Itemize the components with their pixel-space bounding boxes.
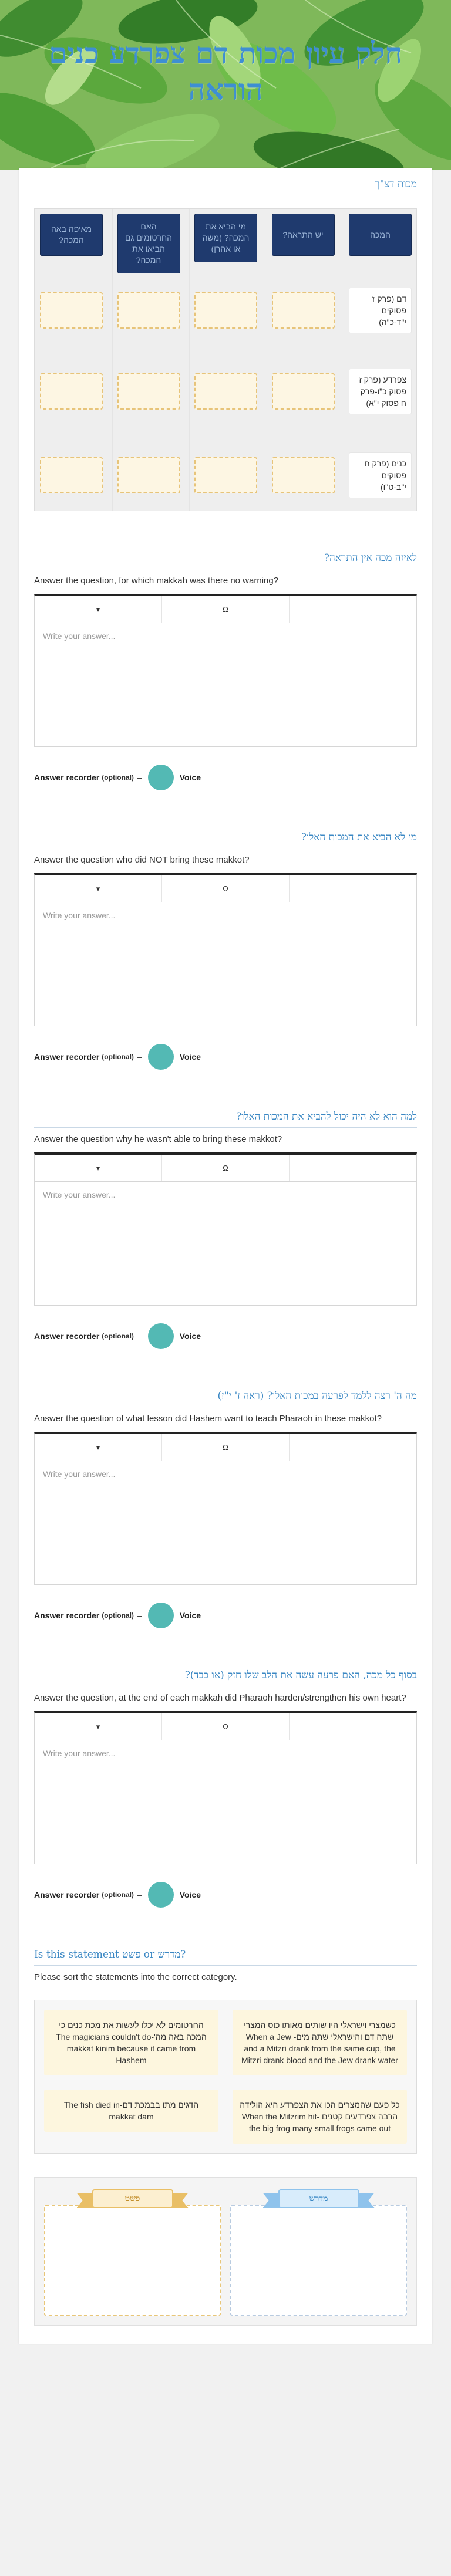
sort-prompt: Please sort the statements into the correct category. (34, 1972, 237, 1982)
recorder-optional: (optional) (102, 773, 134, 782)
omega-icon[interactable]: Ω (162, 1434, 290, 1461)
question-prompt: Answer the question, at the end of each makkah did Pharaoh harden/strengthen his own heart? (34, 1693, 406, 1703)
editor-toolbar (35, 1713, 416, 1740)
category-drop-midrash[interactable] (230, 2193, 407, 2316)
drop-zone[interactable] (194, 457, 257, 493)
statement-card[interactable]: כשמצרי וישראלי היו שותים מאותו כוס המצרי שתה דם והישראלי שתה מים- When a Jew and a Mitzri drank from the same cup, the Mitzri drank blood and the Jew drank water (233, 2010, 407, 2075)
sort-block (34, 1943, 417, 2326)
answer-input[interactable]: Write your answer... (43, 631, 116, 641)
answer-recorder (34, 765, 417, 790)
recorder-label: Answer recorder (34, 1890, 100, 1899)
category-label: פשט (124, 2193, 140, 2203)
answer-editor (34, 1152, 417, 1306)
answer-recorder (34, 1323, 417, 1349)
chevron-down-icon[interactable]: ▾ (35, 1434, 162, 1461)
question-prompt: Answer the question of what lesson did Hashem want to teach Pharaoh in these makkot? (34, 1414, 382, 1424)
recorder-optional: (optional) (102, 1891, 134, 1899)
microphone-icon[interactable] (148, 1882, 174, 1908)
voice-label: Voice (179, 1052, 201, 1061)
toolbar-blank (290, 875, 416, 902)
microphone-icon[interactable] (148, 1323, 174, 1349)
editor-toolbar (35, 1434, 416, 1461)
recorder-dash: – (137, 773, 142, 782)
drop-zone[interactable] (117, 292, 180, 329)
question-title: מה ה' רצה ללמד לפרעה במכות האלו? (ראה ז' י"ז) (34, 1384, 417, 1407)
drop-zone[interactable] (194, 292, 257, 329)
row-label-kinim[interactable]: כנים (פרק ח פסוקים י"ב-ט"ו) (349, 452, 412, 498)
answer-editor (34, 873, 417, 1026)
question-prompt: Answer the question, for which makkah was there no warning? (34, 576, 279, 586)
question-block-2 (34, 826, 417, 1070)
drop-zone[interactable] (40, 292, 103, 329)
worksheet (19, 168, 432, 2344)
answer-input[interactable]: Write your answer... (43, 1749, 116, 1758)
column-header: האם החרטומים גם הביאו את המכה? (117, 214, 180, 273)
column-header: מאיפה באה המכה? (40, 214, 103, 256)
answer-editor (34, 594, 417, 747)
voice-label: Voice (179, 1331, 201, 1341)
question-title: למה הוא לא היה יכול להביא את המכות האלו? (34, 1105, 417, 1128)
makkot-table (34, 208, 417, 511)
recorder-optional: (optional) (102, 1053, 134, 1061)
recorder-dash: – (137, 1052, 142, 1061)
toolbar-blank (290, 1713, 416, 1740)
omega-icon[interactable]: Ω (162, 1155, 290, 1181)
answer-recorder (34, 1044, 417, 1070)
question-block-1 (34, 546, 417, 790)
answer-recorder (34, 1603, 417, 1628)
drop-zone[interactable] (272, 292, 335, 329)
drop-zone[interactable] (272, 373, 335, 410)
answer-input[interactable]: Write your answer... (43, 911, 116, 920)
answer-input[interactable]: Write your answer... (43, 1469, 116, 1479)
question-title: לאיזה מכה אין התראה? (34, 546, 417, 569)
statement-card[interactable]: כל פעם שהמצרים הכו את הצפרדע היא הולידה הרבה צפרדעים קטנים -When the Mitzrim hit the big frog many small frogs came out (233, 2090, 407, 2144)
chevron-down-icon[interactable]: ▾ (35, 596, 162, 623)
answer-editor (34, 1432, 417, 1585)
question-block-4 (34, 1384, 417, 1628)
microphone-icon[interactable] (148, 1044, 174, 1070)
recorder-dash: – (137, 1331, 142, 1341)
row-label-dam[interactable]: דם (פרק ז פסוקים י"ד-כ"ה) (349, 288, 412, 333)
editor-toolbar (35, 596, 416, 623)
header-banner (0, 0, 451, 170)
answer-input[interactable]: Write your answer... (43, 1190, 116, 1199)
answer-editor (34, 1711, 417, 1864)
row-label-tzfardea[interactable]: צפרדע (פרק ז פסוק כ"ו-פרק ח פסוק י"א) (349, 369, 412, 414)
question-block-5 (34, 1664, 417, 1908)
drop-zone[interactable] (272, 457, 335, 493)
drop-zone[interactable] (40, 457, 103, 493)
voice-label: Voice (179, 1890, 201, 1899)
toolbar-blank (290, 1434, 416, 1461)
drop-zone[interactable] (117, 373, 180, 410)
sort-title: Is this statement פשט or מדרש? (34, 1943, 417, 1966)
omega-icon[interactable]: Ω (162, 1713, 290, 1740)
question-title: מי לא הביא את המכות האלו? (34, 826, 417, 848)
category-label: מדרש (309, 2193, 328, 2203)
omega-icon[interactable]: Ω (162, 875, 290, 902)
editor-toolbar (35, 1155, 416, 1182)
category-drop-pshat[interactable] (44, 2193, 221, 2316)
recorder-optional: (optional) (102, 1611, 134, 1620)
section-title-table: מכות דצ"ך (34, 168, 417, 195)
microphone-icon[interactable] (148, 1603, 174, 1628)
recorder-optional: (optional) (102, 1332, 134, 1340)
category-area (34, 2177, 417, 2326)
question-title: בסוף כל מכה, האם פרעה עשה את הלב שלו חזק (או כבד)? (34, 1664, 417, 1686)
column-header: מי הביא את המכה? (משה או אהרן) (194, 214, 257, 262)
voice-label: Voice (179, 773, 201, 782)
drop-zone[interactable] (194, 373, 257, 410)
question-prompt: Answer the question who did NOT bring these makkot? (34, 855, 250, 865)
column-header: המכה (349, 214, 412, 256)
chevron-down-icon[interactable]: ▾ (35, 1155, 162, 1181)
voice-label: Voice (179, 1611, 201, 1620)
chevron-down-icon[interactable]: ▾ (35, 1713, 162, 1740)
recorder-dash: – (137, 1890, 142, 1899)
question-prompt: Answer the question why he wasn't able to bring these makkot? (34, 1134, 282, 1144)
editor-toolbar (35, 875, 416, 902)
category-ribbon (77, 2186, 189, 2212)
toolbar-blank (290, 1155, 416, 1181)
column-header: יש התראה? (272, 214, 335, 256)
category-ribbon (263, 2186, 375, 2212)
recorder-label: Answer recorder (34, 1052, 100, 1061)
drop-zone[interactable] (40, 373, 103, 410)
chevron-down-icon[interactable]: ▾ (35, 875, 162, 902)
statement-pool (34, 2000, 417, 2154)
answer-recorder (34, 1882, 417, 1908)
recorder-label: Answer recorder (34, 773, 100, 782)
microphone-icon[interactable] (148, 765, 174, 790)
recorder-dash: – (137, 1611, 142, 1620)
statement-card[interactable]: החרטומים לא יכלו לעשות את מכת כנים כי המכה באה מה'-The magicians couldn't do makkat kinim because it came from Hashem (44, 2010, 218, 2075)
omega-icon[interactable]: Ω (162, 596, 290, 623)
recorder-label: Answer recorder (34, 1331, 100, 1341)
statement-card[interactable]: הדגים מתו בבמכת דם-The fish died in makkat dam (44, 2090, 218, 2132)
question-block-3 (34, 1105, 417, 1349)
toolbar-blank (290, 596, 416, 623)
recorder-label: Answer recorder (34, 1611, 100, 1620)
drop-zone[interactable] (117, 457, 180, 493)
page-title: חלק עיון מכות דם צפרדע כנים הוראה (49, 36, 402, 107)
